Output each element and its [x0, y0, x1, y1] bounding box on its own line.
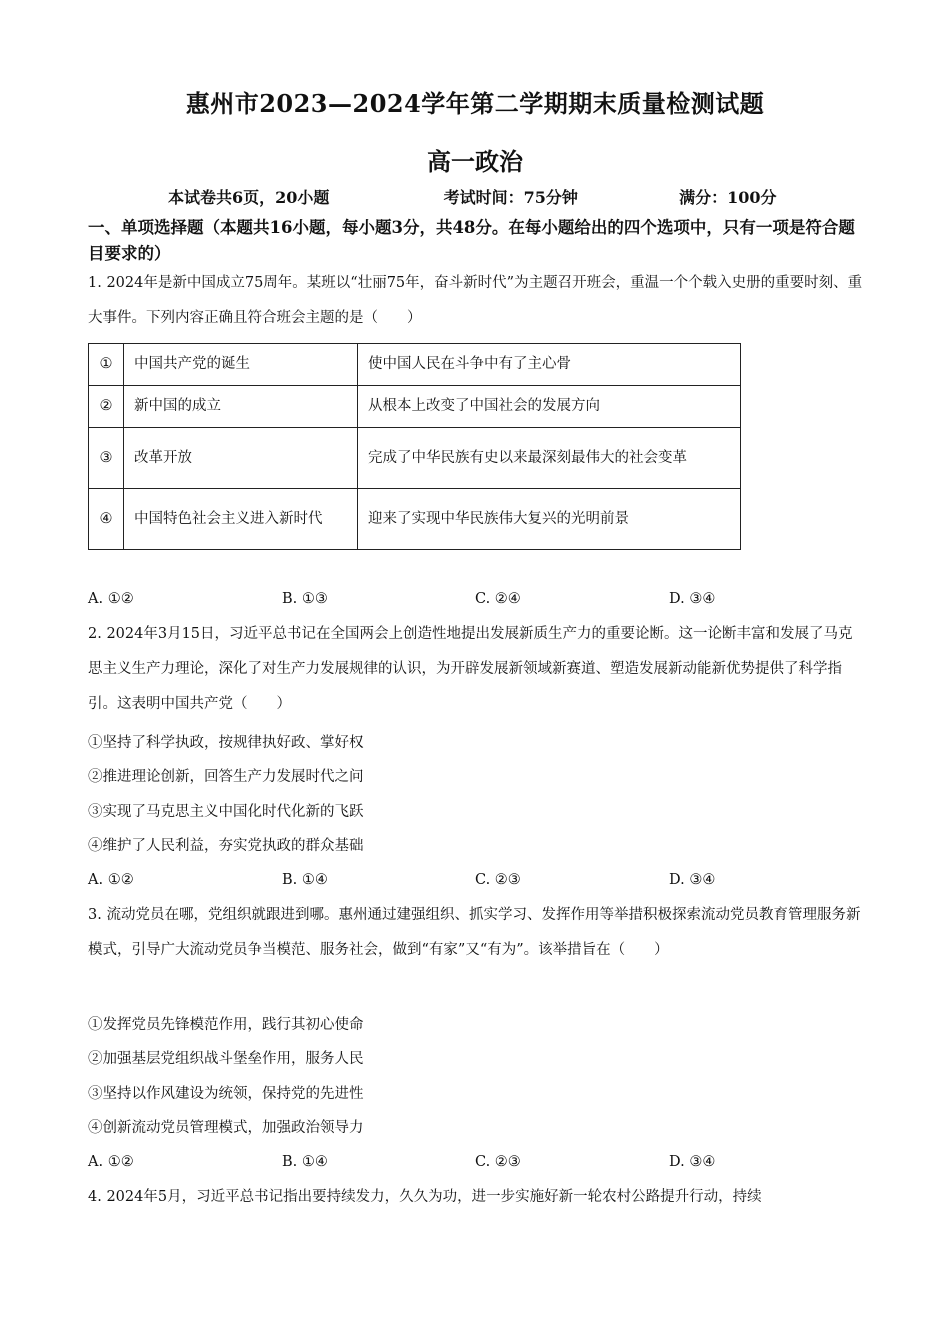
q3-statement-3: ③坚持以作风建设为统领，保持党的先进性: [88, 1086, 364, 1102]
table-cell-event: 中国特色社会主义进入新时代: [124, 489, 358, 550]
option-b[interactable]: B. ①③: [282, 591, 328, 607]
table-row: [89, 386, 741, 428]
exam-title: 惠州市2023—2024学年第二学期期末质量检测试题: [185, 89, 765, 118]
q2-statement-1: ①坚持了科学执政，按规律执好政、掌好权: [88, 735, 364, 751]
table-cell-event: 改革开放: [124, 428, 358, 489]
q3-statement-1: ①发挥党员先锋模范作用，践行其初心使命: [88, 1017, 364, 1033]
exam-subject: 高一政治: [427, 147, 523, 176]
option-b[interactable]: B. ①④: [282, 872, 328, 888]
option-a[interactable]: A. ①②: [88, 872, 134, 888]
q1-stem: 1. 2024年是新中国成立75周年。某班以“壮丽75年，奋斗新时代”为主题召开班会，重温一个个载入史册的重要时刻、重大事件。下列内容正确且符合班会主题的是（ ）: [88, 275, 863, 326]
table-row: [89, 344, 741, 386]
table-cell-event: 中国共产党的诞生: [124, 344, 358, 386]
q3-stem: 3. 流动党员在哪，党组织就跟进到哪。惠州通过建强组织、抓实学习、发挥作用等举措积极探索流动党员教育管理服务新模式，引导广大流动党员争当模范、服务社会，做到“有家”又“有为”。该举措旨在（ ）: [88, 907, 861, 958]
table-cell-meaning: 完成了中华民族有史以来最深刻最伟大的社会变革: [358, 428, 741, 489]
option-b[interactable]: B. ①④: [282, 1154, 328, 1170]
option-d[interactable]: D. ③④: [669, 1154, 716, 1170]
option-a[interactable]: A. ①②: [88, 591, 134, 607]
q2-statement-4: ④维护了人民利益，夯实党执政的群众基础: [88, 838, 364, 854]
table-cell-meaning: 从根本上改变了中国社会的发展方向: [358, 386, 741, 428]
info-score: 满分：100分: [679, 188, 777, 207]
q2-stem: 2. 2024年3月15日，习近平总书记在全国两会上创造性地提出发展新质生产力的重要论断。这一论断丰富和发展了马克思主义生产力理论，深化了对生产力发展规律的认识，为开辟发展新领域新赛道、塑造发展新动能新优势提供了科学指引。这表明中国共产党（ ）: [88, 626, 853, 712]
section-heading: 一、单项选择题（本题共16小题，每小题3分，共48分。在每小题给出的四个选项中，只有一项是符合题目要求的）: [88, 218, 855, 263]
info-time: 考试时间：75分钟: [443, 188, 578, 207]
table-cell-meaning: 使中国人民在斗争中有了主心骨: [358, 344, 741, 386]
option-d[interactable]: D. ③④: [669, 591, 716, 607]
table-cell-num: ③: [89, 428, 124, 489]
info-pages: 本试卷共6页，20小题: [168, 188, 330, 207]
option-c[interactable]: C. ②③: [475, 872, 521, 888]
table-cell-meaning: 迎来了实现中华民族伟大复兴的光明前景: [358, 489, 741, 550]
option-c[interactable]: C. ②④: [475, 591, 521, 607]
exam-info: [168, 185, 777, 208]
q3-statement-4: ④创新流动党员管理模式，加强政治领导力: [88, 1120, 364, 1136]
q2-statement-2: ②推进理论创新，回答生产力发展时代之问: [88, 769, 364, 785]
table-cell-num: ②: [89, 386, 124, 428]
q3-statement-2: ②加强基层党组织战斗堡垒作用，服务人民: [88, 1051, 364, 1067]
table-cell-event: 新中国的成立: [124, 386, 358, 428]
q1-table: [88, 343, 741, 550]
q2-statement-3: ③实现了马克思主义中国化时代化新的飞跃: [88, 804, 364, 820]
option-c[interactable]: C. ②③: [475, 1154, 521, 1170]
table-row: [89, 489, 741, 550]
option-d[interactable]: D. ③④: [669, 872, 716, 888]
option-a[interactable]: A. ①②: [88, 1154, 134, 1170]
table-row: [89, 428, 741, 489]
table-cell-num: ①: [89, 344, 124, 386]
table-cell-num: ④: [89, 489, 124, 550]
q4-stem: 4. 2024年5月，习近平总书记指出要持续发力，久久为功，进一步实施好新一轮农村公路提升行动，持续: [88, 1189, 762, 1205]
